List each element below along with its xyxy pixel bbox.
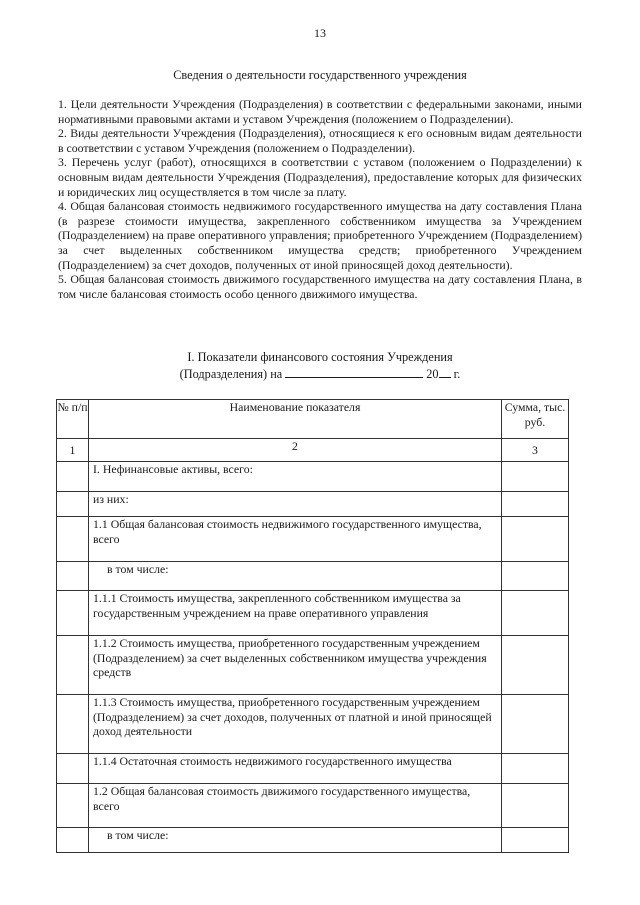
item-2: 2. Виды деятельности Учреждения (Подразделения), относящиеся к его основным видам деятельности в соответствии с уставом Учреждения (положением о Подразделении). [58,126,582,155]
row-number-cell [57,754,89,784]
header-sum: Сумма, тыс. руб. [502,400,569,439]
row-name: 1.2 Общая балансовая стоимость движимого государственного имущества, всего [89,784,502,828]
row-sum-cell [502,517,569,562]
row-name: из них: [89,492,502,517]
row-name: в том числе: [89,828,502,853]
section-heading-line2 [56,366,584,383]
table-row [57,462,569,492]
row-name: 1.1.3 Стоимость имущества, приобретенного государственным учреждением (Подразделением) за счет доходов, полученных от платной и иной приносящей доход деятельности [89,695,502,754]
section-heading-line1: I. Показатели финансового состояния Учреждения [187,350,453,364]
year-prefix: 20 [426,366,439,381]
header-number: № п/п [57,400,89,439]
items-list [58,97,582,301]
table-row [57,591,569,636]
column-number-3: 3 [502,439,569,462]
row-sum-cell [502,695,569,754]
column-number-row [57,439,569,462]
table-row [57,828,569,853]
item-3: 3. Перечень услуг (работ), относящихся в соответствии с уставом (положением о Подразделении) к основным видам деятельности Учреждения (Подразделения), предоставление которых для физических и юридических лиц осуществляется в том числе за плату. [58,155,582,199]
column-number-1: 1 [57,439,89,462]
row-number-cell [57,591,89,636]
item-4: 4. Общая балансовая стоимость недвижимого государственного имущества на дату составления Плана (в разрезе стоимости имущества, закрепленного собственником имущества за Учреждением (Подразделением) на праве оперативного управления; приобретенного Учреждением (Подразделением) за счет выделенных собственником имущества средств; приобретенного Учреждением (Подразделением) за счет доходов, полученных от иной приносящей доход деятельности). [58,199,582,272]
page-number: 13 [314,26,326,40]
row-sum-cell [502,591,569,636]
table-row [57,492,569,517]
row-name: I. Нефинансовые активы, всего: [89,462,502,492]
row-sum-cell [502,754,569,784]
row-number-cell [57,462,89,492]
row-name: в том числе: [89,562,502,591]
table-row [57,784,569,828]
row-sum-cell [502,828,569,853]
table-row [57,695,569,754]
table-row [57,562,569,591]
row-name: 1.1.4 Остаточная стоимость недвижимого государственного имущества [89,754,502,784]
year-suffix: г. [453,366,461,381]
row-sum-cell [502,492,569,517]
table-row [57,636,569,695]
row-number-cell [57,636,89,695]
row-number-cell [57,517,89,562]
row-name: 1.1.2 Стоимость имущества, приобретенного государственным учреждением (Подразделением) за счет выделенных собственником имущества учреждения средств [89,636,502,695]
item-5: 5. Общая балансовая стоимость движимого государственного имущества на дату составления Плана, в том числе балансовая стоимость особо ценного движимого имущества. [58,272,582,301]
row-number-cell [57,784,89,828]
financial-indicators-table [56,399,569,853]
section-heading [56,350,584,382]
row-sum-cell [502,462,569,492]
row-number-cell [57,562,89,591]
row-number-cell [57,828,89,853]
document-title: Сведения о деятельности государственного учреждения [173,68,467,82]
table-row [57,754,569,784]
header-name: Наименование показателя [89,400,502,439]
year-blank [439,366,451,378]
row-sum-cell [502,636,569,695]
row-number-cell [57,695,89,754]
table-row [57,517,569,562]
date-blank [285,366,423,378]
row-name: 1.1.1 Стоимость имущества, закрепленного собственником имущества за государственным учреждением на праве оперативного управления [89,591,502,636]
table-header-row [57,400,569,439]
row-name: 1.1 Общая балансовая стоимость недвижимого государственного имущества, всего [89,517,502,562]
row-sum-cell [502,784,569,828]
date-prefix: (Подразделения) на [179,366,283,381]
item-1: 1. Цели деятельности Учреждения (Подразделения) в соответствии с федеральными законами, иными нормативными правовыми актами и уставом Учреждения (положением о Подразделении). [58,97,582,126]
column-number-2: 2 [89,439,502,462]
row-sum-cell [502,562,569,591]
row-number-cell [57,492,89,517]
